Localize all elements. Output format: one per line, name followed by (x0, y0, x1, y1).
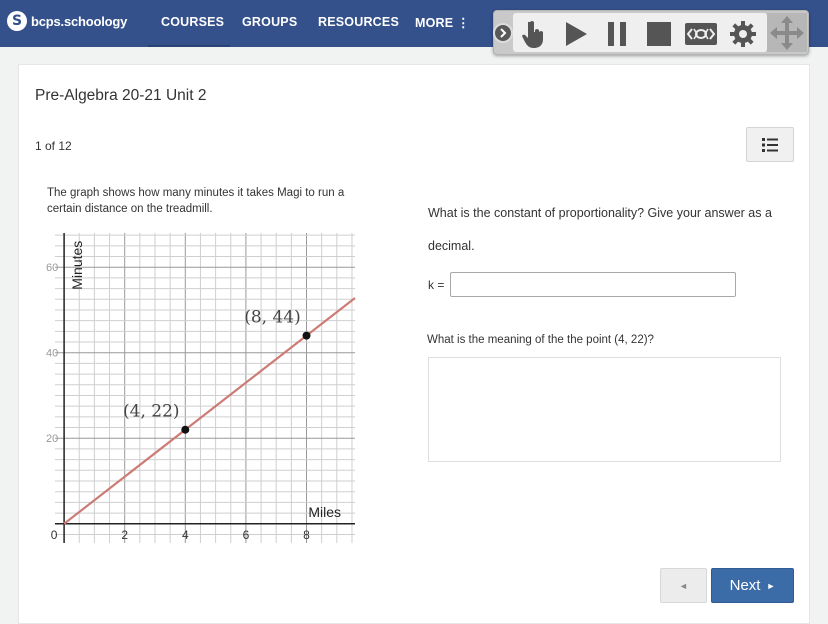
data-point (181, 426, 189, 434)
data-point (303, 332, 311, 340)
previous-button[interactable] (660, 568, 707, 603)
x-tick-label: 8 (303, 527, 310, 542)
x-axis-label: Miles (308, 503, 342, 520)
y-axis-label: Minutes (69, 240, 86, 290)
proportional-line (64, 298, 355, 524)
question-counter: 1 of 12 (35, 139, 72, 153)
question-constant: What is the constant of proportionality? Give your answer as a decimal. (428, 206, 772, 253)
y-tick-label: 60 (45, 262, 59, 275)
stop-icon[interactable] (640, 15, 678, 53)
x-tick-label: 4 (181, 527, 189, 542)
nav-courses[interactable]: COURSES (161, 15, 225, 29)
next-label: Next (729, 577, 761, 594)
data-point-label: (4, 22) (123, 401, 180, 422)
question-list-button[interactable] (746, 127, 794, 162)
previous-arrow-icon: ◄ (679, 580, 688, 591)
collapse-icon[interactable] (493, 23, 513, 43)
page-title: Pre-Algebra 20-21 Unit 2 (35, 87, 207, 104)
move-icon[interactable] (767, 13, 807, 52)
meaning-answer-textarea[interactable] (428, 357, 781, 462)
schoology-logo[interactable] (7, 11, 127, 31)
x-tick-label: 2 (121, 527, 129, 542)
read-aloud-toolbar (493, 10, 809, 55)
x-tick-label: 0 (50, 527, 58, 542)
play-icon[interactable] (557, 15, 595, 53)
problem-prompt: The graph shows how many minutes it takes Magi to run a certain distance on the treadmill. (47, 187, 345, 215)
y-tick-label: 20 (45, 433, 59, 446)
site-name: bcps.schoology (31, 13, 128, 29)
proportional-graph (45, 225, 375, 545)
nav-resources[interactable]: RESOURCES (318, 15, 399, 29)
x-tick-label: 6 (242, 527, 250, 542)
settings-gear-icon[interactable] (724, 15, 762, 53)
toolbar-buttons (513, 13, 767, 52)
k-answer-input[interactable] (450, 272, 736, 297)
logo-icon: S (7, 11, 27, 31)
next-arrow-icon: ► (766, 580, 776, 591)
pointer-hand-icon[interactable] (515, 15, 553, 53)
nav-more[interactable]: MORE ⋮ (415, 16, 470, 30)
nav-groups[interactable]: GROUPS (242, 15, 298, 29)
list-icon (762, 138, 778, 152)
data-point-label: (8, 44) (244, 307, 301, 328)
pause-icon[interactable] (598, 15, 636, 53)
k-label: k = (428, 278, 445, 292)
read-aloud-icon[interactable] (682, 15, 720, 53)
y-tick-label: 40 (45, 347, 59, 360)
nav-active-indicator (148, 45, 230, 47)
question-meaning: What is the meaning of the the point (4, 22)? (427, 334, 654, 346)
assessment-card (18, 64, 810, 624)
next-button[interactable] (711, 568, 794, 603)
